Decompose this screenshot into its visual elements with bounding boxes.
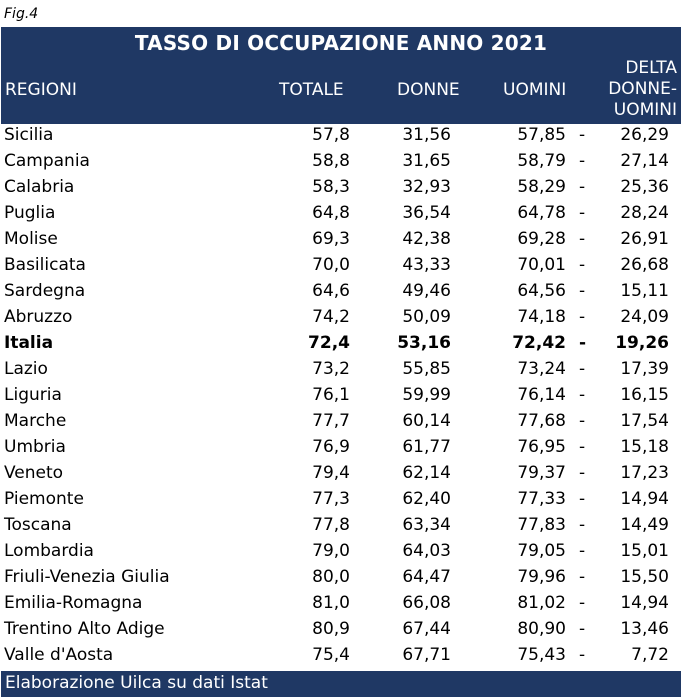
cell-uomini: 73,24 <box>517 359 566 379</box>
cell-totale: 72,4 <box>308 333 350 353</box>
column-header-delta-line3: UOMINI <box>613 100 677 120</box>
cell-sign: - <box>579 177 586 197</box>
cell-donne: 64,03 <box>402 541 451 561</box>
cell-totale: 76,1 <box>312 385 350 405</box>
cell-uomini: 77,68 <box>517 411 566 431</box>
cell-uomini: 79,37 <box>517 463 566 483</box>
cell-donne: 59,99 <box>402 385 451 405</box>
cell-totale: 80,0 <box>312 567 350 587</box>
cell-regione: Calabria <box>4 177 75 197</box>
cell-uomini: 58,79 <box>517 151 566 171</box>
cell-totale: 73,2 <box>312 359 350 379</box>
cell-uomini: 77,33 <box>517 489 566 509</box>
cell-totale: 75,4 <box>312 645 350 665</box>
table-row <box>1 358 681 384</box>
cell-sign: - <box>579 619 586 639</box>
cell-sign: - <box>579 463 586 483</box>
cell-donne: 63,34 <box>402 515 451 535</box>
column-header-delta-line2: DONNE- <box>608 79 677 99</box>
cell-totale: 58,3 <box>312 177 350 197</box>
cell-delta: 15,01 <box>620 541 669 561</box>
source-note: Elaborazione Uilca su dati Istat <box>5 673 268 693</box>
cell-regione: Veneto <box>4 463 64 483</box>
cell-delta: 19,26 <box>615 333 669 353</box>
cell-donne: 61,77 <box>402 437 451 457</box>
figure-label: Fig.4 <box>4 6 39 22</box>
cell-uomini: 81,02 <box>517 593 566 613</box>
cell-delta: 15,18 <box>620 437 669 457</box>
cell-donne: 36,54 <box>402 203 451 223</box>
table-row <box>1 176 681 202</box>
cell-sign: - <box>579 203 586 223</box>
cell-delta: 14,94 <box>620 489 669 509</box>
table-body <box>1 124 681 670</box>
cell-regione: Umbria <box>4 437 66 457</box>
cell-totale: 74,2 <box>312 307 350 327</box>
cell-donne: 50,09 <box>402 307 451 327</box>
cell-donne: 62,40 <box>402 489 451 509</box>
cell-delta: 14,49 <box>620 515 669 535</box>
cell-delta: 27,14 <box>620 151 669 171</box>
cell-donne: 67,71 <box>402 645 451 665</box>
cell-sign: - <box>579 411 586 431</box>
cell-uomini: 74,18 <box>517 307 566 327</box>
table-row <box>1 514 681 540</box>
cell-sign: - <box>579 515 586 535</box>
cell-delta: 7,72 <box>631 645 669 665</box>
table-row <box>1 202 681 228</box>
cell-totale: 69,3 <box>312 229 350 249</box>
cell-uomini: 79,96 <box>517 567 566 587</box>
cell-regione: Lombardia <box>4 541 94 561</box>
cell-sign: - <box>579 255 586 275</box>
table-row <box>1 644 681 670</box>
cell-donne: 32,93 <box>402 177 451 197</box>
table-row <box>1 566 681 592</box>
table-row <box>1 436 681 462</box>
cell-sign: - <box>579 125 586 145</box>
cell-donne: 42,38 <box>402 229 451 249</box>
cell-uomini: 79,05 <box>517 541 566 561</box>
cell-sign: - <box>579 385 586 405</box>
cell-sign: - <box>579 567 586 587</box>
cell-donne: 62,14 <box>402 463 451 483</box>
cell-delta: 17,39 <box>620 359 669 379</box>
cell-regione: Puglia <box>4 203 56 223</box>
cell-regione: Valle d'Aosta <box>4 645 114 665</box>
column-header-donne: DONNE <box>397 80 460 100</box>
cell-uomini: 72,42 <box>512 333 566 353</box>
cell-donne: 64,47 <box>402 567 451 587</box>
cell-uomini: 70,01 <box>517 255 566 275</box>
cell-donne: 67,44 <box>402 619 451 639</box>
cell-sign: - <box>579 645 586 665</box>
cell-uomini: 80,90 <box>517 619 566 639</box>
table-header <box>1 27 681 124</box>
cell-delta: 14,94 <box>620 593 669 613</box>
cell-regione: Friuli-Venezia Giulia <box>4 567 170 587</box>
cell-totale: 58,8 <box>312 151 350 171</box>
cell-uomini: 76,14 <box>517 385 566 405</box>
column-header-regioni: REGIONI <box>5 80 77 100</box>
cell-totale: 77,7 <box>312 411 350 431</box>
column-header-delta <box>587 58 677 121</box>
cell-sign: - <box>579 541 586 561</box>
cell-delta: 17,23 <box>620 463 669 483</box>
cell-delta: 28,24 <box>620 203 669 223</box>
table-row <box>1 462 681 488</box>
cell-totale: 81,0 <box>312 593 350 613</box>
cell-totale: 79,0 <box>312 541 350 561</box>
cell-regione: Sicilia <box>4 125 54 145</box>
column-header-totale: TOTALE <box>279 80 344 100</box>
cell-regione: Basilicata <box>4 255 86 275</box>
table-row <box>1 332 681 358</box>
cell-regione: Sardegna <box>4 281 86 301</box>
cell-totale: 77,8 <box>312 515 350 535</box>
cell-delta: 13,46 <box>620 619 669 639</box>
cell-uomini: 64,56 <box>517 281 566 301</box>
cell-totale: 64,6 <box>312 281 350 301</box>
cell-sign: - <box>579 359 586 379</box>
cell-delta: 17,54 <box>620 411 669 431</box>
column-header-delta-line1: DELTA <box>625 58 677 78</box>
table-footer <box>1 671 681 697</box>
cell-uomini: 69,28 <box>517 229 566 249</box>
cell-sign: - <box>579 333 587 353</box>
table-row <box>1 410 681 436</box>
cell-donne: 53,16 <box>397 333 451 353</box>
cell-donne: 49,46 <box>402 281 451 301</box>
cell-donne: 31,56 <box>402 125 451 145</box>
cell-sign: - <box>579 437 586 457</box>
table-row <box>1 228 681 254</box>
cell-sign: - <box>579 593 586 613</box>
cell-totale: 57,8 <box>312 125 350 145</box>
cell-regione: Molise <box>4 229 58 249</box>
cell-totale: 79,4 <box>312 463 350 483</box>
table-row <box>1 306 681 332</box>
cell-uomini: 76,95 <box>517 437 566 457</box>
cell-delta: 26,29 <box>620 125 669 145</box>
cell-uomini: 57,85 <box>517 125 566 145</box>
cell-regione: Campania <box>4 151 90 171</box>
cell-uomini: 77,83 <box>517 515 566 535</box>
table-row <box>1 124 681 150</box>
cell-delta: 15,50 <box>620 567 669 587</box>
cell-donne: 66,08 <box>402 593 451 613</box>
cell-regione: Piemonte <box>4 489 84 509</box>
cell-regione: Abruzzo <box>4 307 73 327</box>
cell-delta: 26,91 <box>620 229 669 249</box>
cell-totale: 70,0 <box>312 255 350 275</box>
cell-totale: 77,3 <box>312 489 350 509</box>
table-row <box>1 592 681 618</box>
cell-regione: Trentino Alto Adige <box>4 619 165 639</box>
cell-donne: 43,33 <box>402 255 451 275</box>
cell-donne: 55,85 <box>402 359 451 379</box>
cell-delta: 24,09 <box>620 307 669 327</box>
cell-donne: 60,14 <box>402 411 451 431</box>
table-row <box>1 488 681 514</box>
table-row <box>1 540 681 566</box>
column-header-uomini: UOMINI <box>503 80 567 100</box>
table-row <box>1 254 681 280</box>
cell-regione: Lazio <box>4 359 48 379</box>
table-title: TASSO DI OCCUPAZIONE ANNO 2021 <box>134 31 548 55</box>
cell-uomini: 75,43 <box>517 645 566 665</box>
cell-sign: - <box>579 489 586 509</box>
cell-totale: 76,9 <box>312 437 350 457</box>
cell-uomini: 58,29 <box>517 177 566 197</box>
cell-delta: 25,36 <box>620 177 669 197</box>
cell-delta: 16,15 <box>620 385 669 405</box>
cell-sign: - <box>579 281 586 301</box>
cell-uomini: 64,78 <box>517 203 566 223</box>
cell-delta: 26,68 <box>620 255 669 275</box>
cell-regione: Marche <box>4 411 67 431</box>
cell-regione: Emilia-Romagna <box>4 593 143 613</box>
cell-delta: 15,11 <box>620 281 669 301</box>
table-row <box>1 280 681 306</box>
cell-totale: 80,9 <box>312 619 350 639</box>
table-row <box>1 618 681 644</box>
cell-regione: Liguria <box>4 385 62 405</box>
table-row <box>1 384 681 410</box>
cell-sign: - <box>579 151 586 171</box>
cell-sign: - <box>579 229 586 249</box>
cell-regione: Italia <box>4 333 54 353</box>
table-row <box>1 150 681 176</box>
cell-totale: 64,8 <box>312 203 350 223</box>
cell-regione: Toscana <box>4 515 72 535</box>
cell-donne: 31,65 <box>402 151 451 171</box>
cell-sign: - <box>579 307 586 327</box>
